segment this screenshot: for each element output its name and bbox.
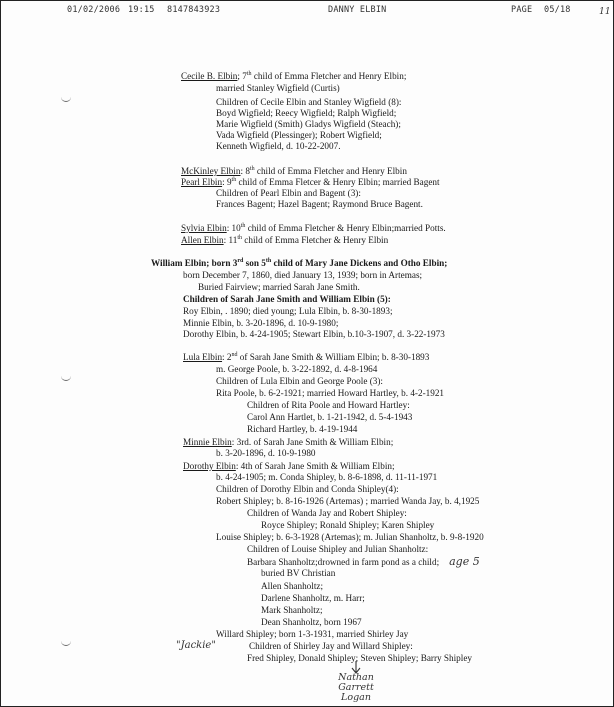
handwritten-name: Garrett [338,682,374,693]
entry-line: Willard Shipley; born 1-3-1931, married Shirley Jay [216,629,409,639]
entry-line: "Jackie" Children of Shirley Jay and Willard Shipley: [176,640,413,651]
entry-children-heading: Children of Sarah Jane Smith and William Elbin (5): [183,294,391,304]
entry-name: Lula Elbin [183,352,223,362]
fax-number: 8147843923 [167,5,221,15]
entry-line: Children of Cecile Elbin and Stanley Wigfield (8): [216,97,402,107]
entry-line: Kenneth Wigfield, d. 10-22-2007. [216,141,341,151]
entry-mckinley-heading: McKinley Elbin: 8th child of Emma Fletcher and Henry Elbin [181,165,407,176]
entry-line: Louise Shipley; b. 6-3-1928 (Artemas); m. Julian Shanholtz, b. 9-8-1920 [216,532,484,542]
entry-line: Carol Ann Hartlet, b. 1-21-1942, d. 5-4-1943 [247,412,413,422]
entry-line: Minnie Elbin, b. 3-20-1896, d. 10-9-1980; [183,318,339,328]
handwritten-names [334,673,378,703]
entry-line: Darlene Shanholtz, m. Harr; [261,593,365,603]
entry-name: Sylvia Elbin [181,223,227,233]
entry-line: Children of Lula Elbin and George Poole (3): [216,376,383,386]
entry-line: buried BV Christian [261,568,336,578]
entry-line: Richard Hartley, b. 4-19-1944 [247,424,358,434]
entry-name: Allen Elbin [181,235,224,245]
entry-line: Children of Pearl Elbin and Bagent (3): [216,188,361,198]
entry-line: Barbara Shanholtz;drowned in farm pond as a child; age 5 [247,555,480,568]
fax-date: 01/02/2006 [67,5,121,15]
entry-line: Children of Louise Shipley and Julian Shanholtz: [247,544,429,554]
entry-line: b. 3-20-1896, d. 10-9-1980 [216,448,316,458]
entry-name: Dorothy Elbin [183,461,236,471]
punch-hole-mark [61,641,71,646]
entry-name: Pearl Elbin [181,177,223,187]
entry-line: Roy Elbin, . 1890; died young; Lula Elbin, b. 8-30-1893; [183,306,393,316]
entry-line: Fred Shipley, Donald Shipley; Steven Shipley; Barry Shipley [247,653,472,663]
corner-handwritten-mark: 11 [599,7,611,17]
entry-line: Robert Shipley; b. 8-16-1926 (Artemas) ; married Wanda Jay, b. 4,1925 [216,496,480,506]
entry-lula-heading: Lula Elbin: 2nd of Sarah Jane Smith & William Elbin; b. 8-30-1893 [183,351,430,362]
entry-line: Children of Dorothy Elbin and Conda Shipley(4): [216,484,399,494]
entry-line: Children of Wanda Jay and Robert Shipley: [247,508,407,518]
entry-line: born December 7, 1860, died January 13, 1939; born in Artemas; [183,270,423,280]
entry-line: Dean Shanholtz, born 1967 [261,617,362,627]
fax-page-number: 05/18 [544,5,571,15]
entry-minnie-heading: Minnie Elbin: 3rd. of Sarah Jane Smith & William Elbin; [183,437,394,447]
entry-line: m. George Poole, b. 3-22-1892, d. 4-8-1964 [216,364,378,374]
entry-line: Marie Wigfield (Smith) Gladys Wigfield (Steach); [216,119,401,129]
entry-line: Vada Wigfield (Plessinger); Robert Wigfield; [216,130,382,140]
entry-line: Dorothy Elbin, b. 4-24-1905; Stewart Elbin, b.10-3-1907, d. 3-22-1973 [183,329,445,339]
entry-line: b. 4-24-1905; m. Conda Shipley, b. 8-6-1898, d. 11-11-1971 [216,472,438,482]
fax-time: 19:15 [128,5,155,15]
fax-sender: DANNY ELBIN [328,5,387,15]
entry-dorothy-heading: Dorothy Elbin: 4th of Sarah Jane Smith & William Elbin; [183,461,395,471]
punch-hole-mark [61,97,71,102]
entry-name: Minnie Elbin [183,437,232,447]
handwritten-nickname-note: "Jackie" [176,640,216,651]
entry-line: Frances Bagent; Hazel Bagent; Raymond Bruce Bagent. [216,199,423,209]
entry-line: Rita Poole, b. 6-2-1921; married Howard Hartley, b. 4-2-1921 [216,388,445,398]
fax-page-label: PAGE [511,5,533,15]
entry-pearl-heading: Pearl Elbin: 9th child of Emma Fletcer & Henry Elbin; married Bagent [181,176,440,187]
entry-cecile-heading: Cecile B. Elbin; 7th child of Emma Fletcher and Henry Elbin; [181,70,407,81]
entry-line: Mark Shanholtz; [261,605,323,615]
entry-sylvia-heading: Sylvia Elbin: 10th child of Emma Fletcher & Henry Elbin;married Potts. [181,222,446,233]
entry-william-heading: William Elbin; born 3rd son 5th child of Mary Jane Dickens and Otho Elbin; [151,257,448,268]
entry-line: Boyd Wigfield; Reecy Wigfield; Ralph Wigfield; [216,108,397,118]
punch-hole-mark [61,376,71,381]
entry-name: Cecile B. Elbin [181,71,238,81]
fax-header [1,5,613,17]
entry-line: Buried Fairview; married Sarah Jane Smith. [198,282,360,292]
handwritten-age-note: age 5 [449,555,480,568]
handwritten-name: Logan [341,692,371,703]
entry-allen-heading: Allen Elbin: 11th child of Emma Fletcher & Henry Elbin [181,234,389,245]
entry-line: Children of Rita Poole and Howard Hartley: [247,400,410,410]
entry-line: Royce Shipley; Ronald Shipley; Karen Shipley [261,520,435,530]
entry-line: married Stanley Wigfield (Curtis) [216,83,340,93]
entry-line: Allen Shanholtz; [261,581,324,591]
handwritten-name: Nathan [338,672,374,683]
entry-name: McKinley Elbin [181,166,241,176]
